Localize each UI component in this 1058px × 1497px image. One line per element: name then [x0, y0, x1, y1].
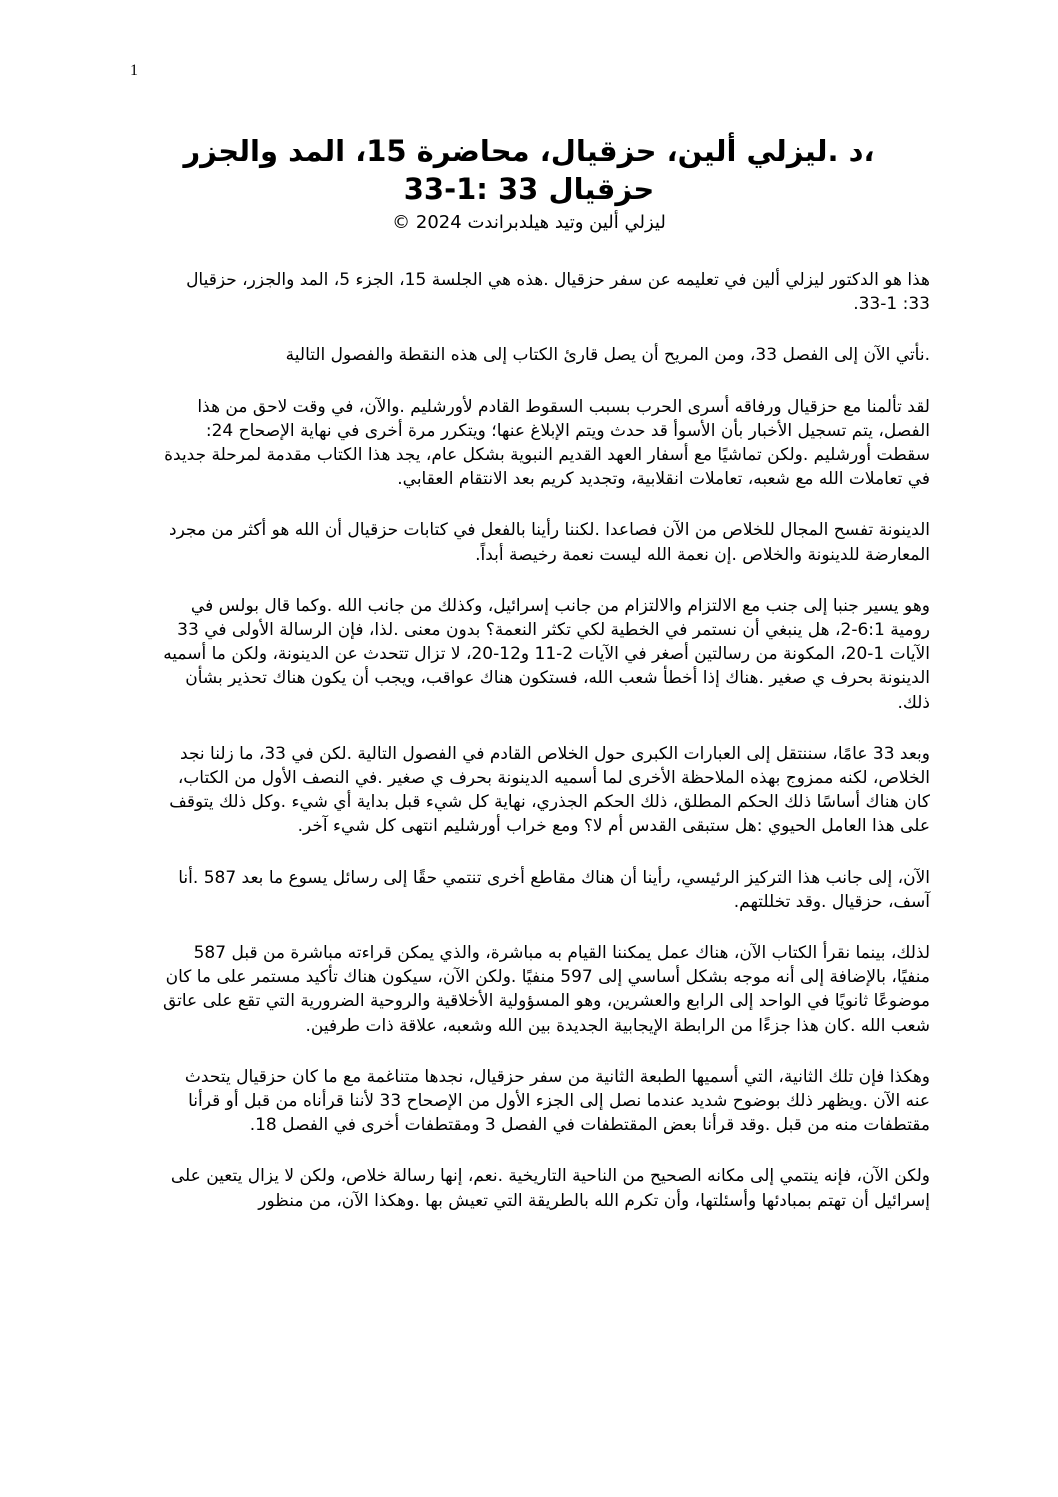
- paragraph-7: الآن، إلى جانب هذا التركيز الرئيسي، رأينا أن هناك مقاطع أخرى تنتمي حقًا إلى رسائل يسوع ما بعد 587 .أنا آسف، حزقيال .وقد تخللتهم.: [178, 867, 930, 912]
- document-body: [157, 268, 930, 1240]
- document-title: ،د .ليزلي ألين، حزقيال، محاضرة 15، المد والجزر: [183, 134, 875, 168]
- document-header: [140, 132, 918, 236]
- copyright-line: ليزلي ألين وتيد هيلدبراندت 2024 ©: [392, 212, 666, 233]
- paragraph-2: .نأتي الآن إلى الفصل 33، ومن المريح أن يصل قارئ الكتاب إلى هذه النقطة والفصول التالية: [285, 345, 930, 366]
- document-subtitle: حزقيال 33 :1-33: [403, 172, 655, 206]
- paragraph-10: ولكن الآن، فإنه ينتمي إلى مكانه الصحيح من الناحية التاريخية .نعم، إنها رسالة خلاص، ولكن لا يزال يتعين على إسرائيل أن تهتم بمبادئها وأسئلتها، وأن تكرم الله بالطريقة التي تعيش بها .وهكذا الآن، من منظور: [170, 1166, 930, 1211]
- paragraph-8: لذلك، بينما نقرأ الكتاب الآن، هناك عمل يمكننا القيام به مباشرة، والذي يمكن قراءته مباشرة من قبل 587 منفيًا، بالإضافة إلى أنه موجه بشكل أساسي إلى 597 منفيًا .ولكن الآن، سيكون هناك تأكيد مستمر على ما كان موضوعًا ثانويًا في الواحد إلى الرابع والعشرين، وهو المسؤولية الأخلاقية والروحية الضرورية التي تقع على عاتق شعب الله .كان هذا جزءًا من الرابطة الإيجابية الجديدة بين الله وشعبه، علاقة ذات طرفين.: [162, 943, 930, 1036]
- paragraph-6: وبعد 33 عامًا، سننتقل إلى العبارات الكبرى حول الخلاص القادم في الفصول التالية .لكن في 33، ما زلنا نجد الخلاص، لكنه ممزوج بهذه الملاحظة الأخرى لما أسميه الدينونة بحرف ي صغير .في النصف الأول من الكتاب، كان هناك أساسًا ذلك الحكم المطلق، ذلك الحكم الجذري، نهاية كل شيء قبل بداية أي شيء .وكل ذلك يتوقف على هذا العامل الحيوي :هل ستبقى القدس أم لا؟ ومع خراب أورشليم انتهى كل شيء آخر.: [169, 743, 930, 837]
- paragraph-4: الدينونة تفسح المجال للخلاص من الآن فصاعدا .لكننا رأينا بالفعل في كتابات حزقيال أن الله هو أكثر من مجرد المعارضة للدينونة والخلاص .إن نعمة الله ليست نعمة رخيصة أبداً.: [169, 520, 930, 565]
- paragraph-1: هذا هو الدكتور ليزلي ألين في تعليمه عن سفر حزقيال .هذه هي الجلسة 15، الجزء 5، المد والجزر، حزقيال 33: 1-33.: [186, 270, 930, 315]
- paragraph-3: لقد تألمنا مع حزقيال ورفاقه أسرى الحرب بسبب السقوط القادم لأورشليم .والآن، في وقت لاحق من هذا الفصل، يتم تسجيل الأخبار بأن الأسوأ قد حدث ويتم الإبلاغ عنها؛ ويتكرر مرة أخرى في نهاية الإصحاح 24: سقطت أورشليم .ولكن تماشيًا مع أسفار العهد القديم النبوية بشكل عام، يجد هذا الكتاب مقدمة لمرحلة جديدة في تعاملات الله مع شعبه، تعاملات انقلابية، وتجديد كريم بعد الانتقام العقابي.: [164, 396, 930, 490]
- paragraph-5: وهو يسير جنبا إلى جنب مع الالتزام والالتزام من جانب إسرائيل، وكذلك من جانب الله .وكما قال بولس في رومية 6:1-2، هل ينبغي أن نستمر في الخطية لكي تكثر النعمة؟ بدون معنى .لذا، فإن الرسالة الأولى في 33 الآيات 1-20، المكونة من رسالتين أصغر في الآيات 2-11 و12-20، لا تزال تتحدث عن الدينونة، ولكن ما أسميه الدينونة بحرف ي صغير .هناك إذا أخطأ شعب الله، فستكون هناك عواقب، ويجب أن يكون هناك تحذير بشأن ذلك.: [163, 595, 930, 713]
- page-number: 1: [130, 62, 138, 79]
- paragraph-9: وهكذا فإن تلك الثانية، التي أسميها الطبعة الثانية من سفر حزقيال، نجدها متناغمة مع ما كان حزقيال يتحدث عنه الآن .ويظهر ذلك بوضوح شديد عندما نصل إلى الجزء الأول من الإصحاح 33 لأننا قرأناه من قبل أو قرأنا مقتطفات منه من قبل .وقد قرأنا بعض المقتطفات في الفصل 3 ومقتطفات أخرى في الفصل 18.: [184, 1066, 930, 1136]
